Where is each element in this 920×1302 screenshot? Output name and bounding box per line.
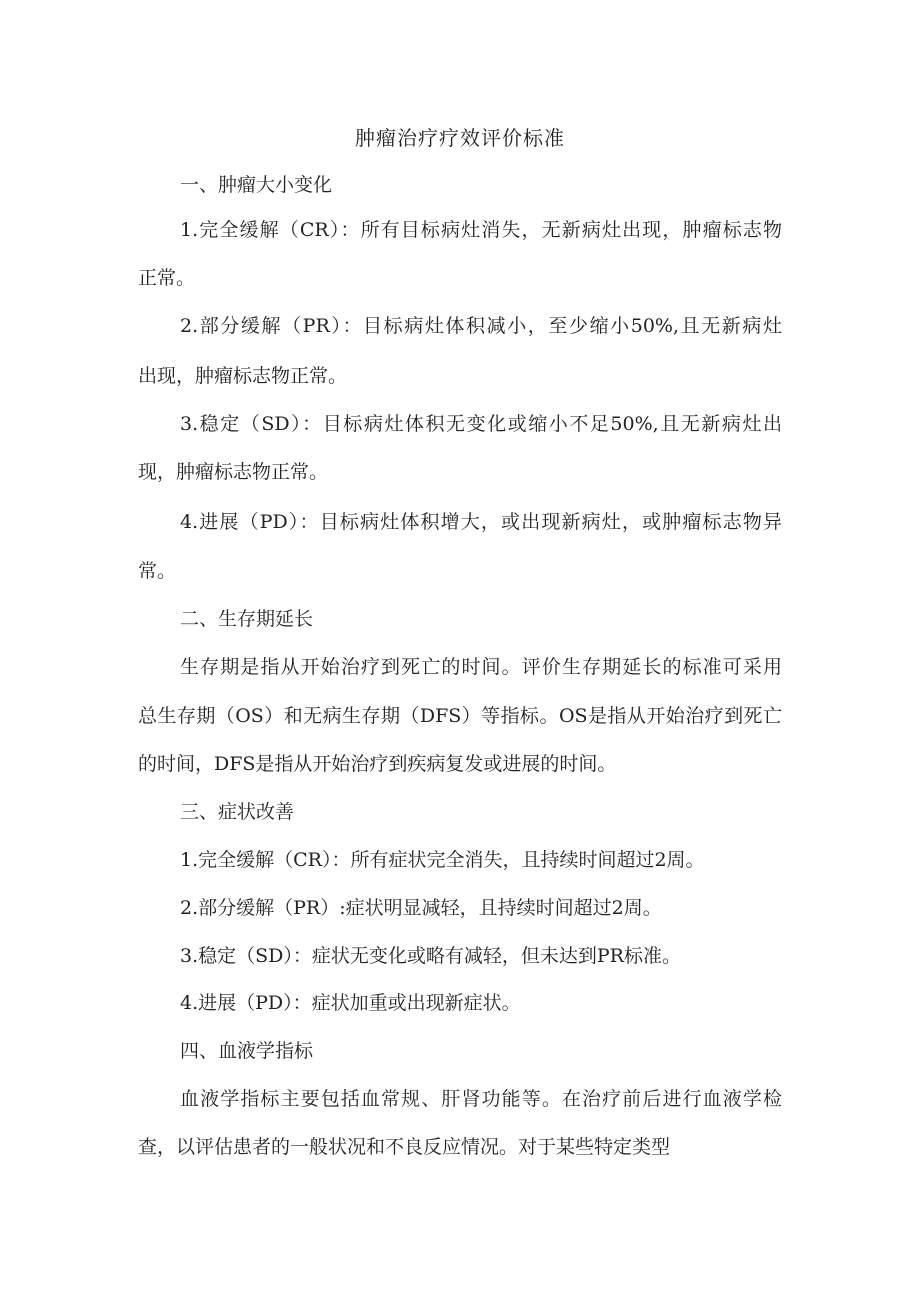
paragraph-line: 3.稳定（SD）：症状无变化或略有减轻，但未达到PR标准。 xyxy=(180,945,681,967)
paragraph-line: 正常。 xyxy=(138,267,196,289)
paragraph-line: 4.进展（PD）：目标病灶体积增大，或出现新病灶，或肿瘤标志物异 xyxy=(180,511,782,533)
paragraph-line: 2.部分缓解（PR）:症状明显减轻，且持续时间超过2周。 xyxy=(180,897,662,919)
paragraph-line: 生存期是指从开始治疗到死亡的时间。评价生存期延长的标准可采用 xyxy=(180,656,782,678)
section-heading-hematology: 四、血液学指标 xyxy=(180,1040,314,1062)
paragraph-line: 常。 xyxy=(138,560,177,582)
paragraph-line: 4.进展（PD）：症状加重或出现新症状。 xyxy=(180,992,521,1014)
section-heading-symptoms: 三、症状改善 xyxy=(180,801,295,823)
paragraph-line: 1.完全缓解（CR）：所有目标病灶消失，无新病灶出现，肿瘤标志物 xyxy=(180,219,782,241)
paragraph-line: 总生存期（OS）和无病生存期（DFS）等指标。OS是指从开始治疗到死亡 xyxy=(138,705,782,727)
paragraph-line: 现，肿瘤标志物正常。 xyxy=(138,461,329,483)
paragraph-line: 1.完全缓解（CR）：所有症状完全消失，且持续时间超过2周。 xyxy=(180,849,705,871)
paragraph-line: 的时间，DFS是指从开始治疗到疾病复发或进展的时间。 xyxy=(138,753,617,775)
paragraph-line: 查，以评估患者的一般状况和不良反应情况。对于某些特定类型 xyxy=(138,1136,671,1158)
paragraph-line: 出现，肿瘤标志物正常。 xyxy=(138,365,348,387)
section-heading-survival: 二、生存期延长 xyxy=(180,608,314,630)
section-heading-tumor-size: 一、肿瘤大小变化 xyxy=(180,174,333,196)
paragraph-line: 血液学指标主要包括血常规、肝肾功能等。在治疗前后进行血液学检 xyxy=(180,1088,782,1110)
document-title: 肿瘤治疗疗效评价标准 xyxy=(355,126,565,150)
paragraph-line: 3.稳定（SD）：目标病灶体积无变化或缩小不足50%,且无新病灶出 xyxy=(180,413,782,435)
paragraph-line: 2.部分缓解（PR）：目标病灶体积减小，至少缩小50%,且无新病灶 xyxy=(180,315,782,337)
